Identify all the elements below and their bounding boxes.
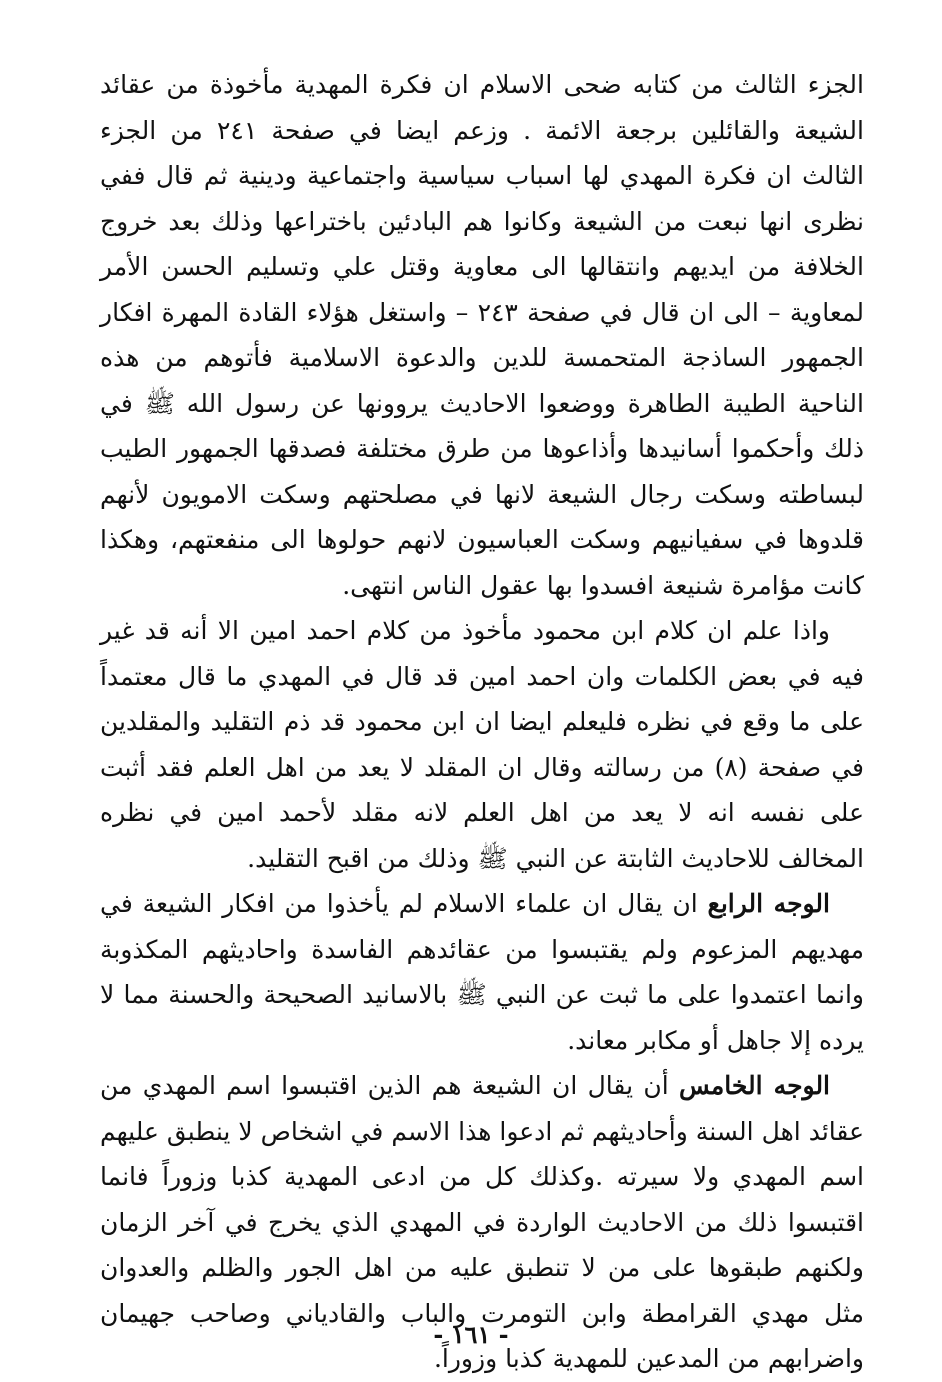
- paragraph-1-text: الجزء الثالث من كتابه ضحى الاسلام ان فكرة المهدية مأخوذة من عقائد الشيعة والقائلين برجعة الائمة . وزعم ايضا في صفحة ٢٤١ من الجزء الثالث ان فكرة المهدي لها اسباب سياسية واجتماعية ودينية ثم قال ففي نظرى انها نبعت من الشيعة وكانوا هم البادئين باختراعها وذلك بعد خروج الخلافة من ايديهم وانتقالها الى معاوية وقتل علي وتسليم الحسن الأمر لمعاوية – الى ان قال في صفحة ٢٤٣ – واستغل هؤلاء القادة المهرة افكار الجمهور الساذجة المتحمسة للدين والدعوة الاسلامية فأتوهم من هذه الناحية الطيبة الطاهرة ووضعوا الاحاديث يروونها عن رسول الله ﷺ في ذلك وأحكموا أسانيدها وأذاعوها من طرق مختلفة فصدقها الجمهور الطيب لبساطته وسكت رجال الشيعة لانها في مصلحتهم وسكت الامويون لأنهم قلدوها في سفيانيهم وسكت العباسيون لانهم حولوها الى منفعتهم، وهكذا كانت مؤامرة شنيعة افسدوا بها عقول الناس انتهى.: [100, 70, 864, 600]
- paragraph-4-lead: الوجه الخامس: [679, 1071, 831, 1100]
- paragraph-2: [100, 608, 864, 881]
- page-body: [100, 62, 864, 1382]
- paragraph-2-text: واذا علم ان كلام ابن محمود مأخوذ من كلام احمد امين الا أنه قد غير فيه في بعض الكلمات وان احمد امين قد قال في المهدي ما قال معتمداً على ما وقع في نظره فليعلم ايضا ان ابن محمود قد ذم التقليد والمقلدين في صفحة (٨) من رسالته وقال ان المقلد لا يعد من اهل العلم فقد أثبت على نفسه انه لا يعد من اهل العلم لانه مقلد لأحمد امين في نظره المخالف للاحاديث الثابتة عن النبي ﷺ وذلك من اقبح التقليد.: [100, 616, 864, 873]
- paragraph-3-lead: الوجه الرابع: [707, 889, 830, 918]
- paragraph-1: [100, 62, 864, 608]
- paragraph-4-text: أن يقال ان الشيعة هم الذين اقتبسوا اسم المهدي من عقائد اهل السنة وأحاديثهم ثم ادعوا هذا الاسم في اشخاص لا ينطبق عليهم اسم المهدي ولا سيرته .وكذلك كل من ادعى المهدية كذبا وزوراً فانما اقتبسوا ذلك من الاحاديث الواردة في المهدي الذي يخرج في آخر الزمان ولكنهم طبقوها على من لا تنطبق عليه من اهل الجور والظلم والعدوان مثل مهدي القرامطة وابن التومرت والباب والقادياني وصاحب جهيمان واضرابهم من المدعين للمهدية كذبا وزوراً.: [100, 1071, 864, 1373]
- paragraph-3: [100, 881, 864, 1063]
- paragraph-3-text: ان يقال ان علماء الاسلام لم يأخذوا من افكار الشيعة في مهديهم المزعوم ولم يقتبسوا من عقائدهم الفاسدة واحاديثهم المكذوبة وانما اعتمدوا على ما ثبت عن النبي ﷺ بالاسانيد الصحيحة والحسنة مما لا يرده إلا جاهل أو مكابر معاند.: [100, 889, 864, 1055]
- page-number: - ١٦١ -: [433, 1320, 509, 1349]
